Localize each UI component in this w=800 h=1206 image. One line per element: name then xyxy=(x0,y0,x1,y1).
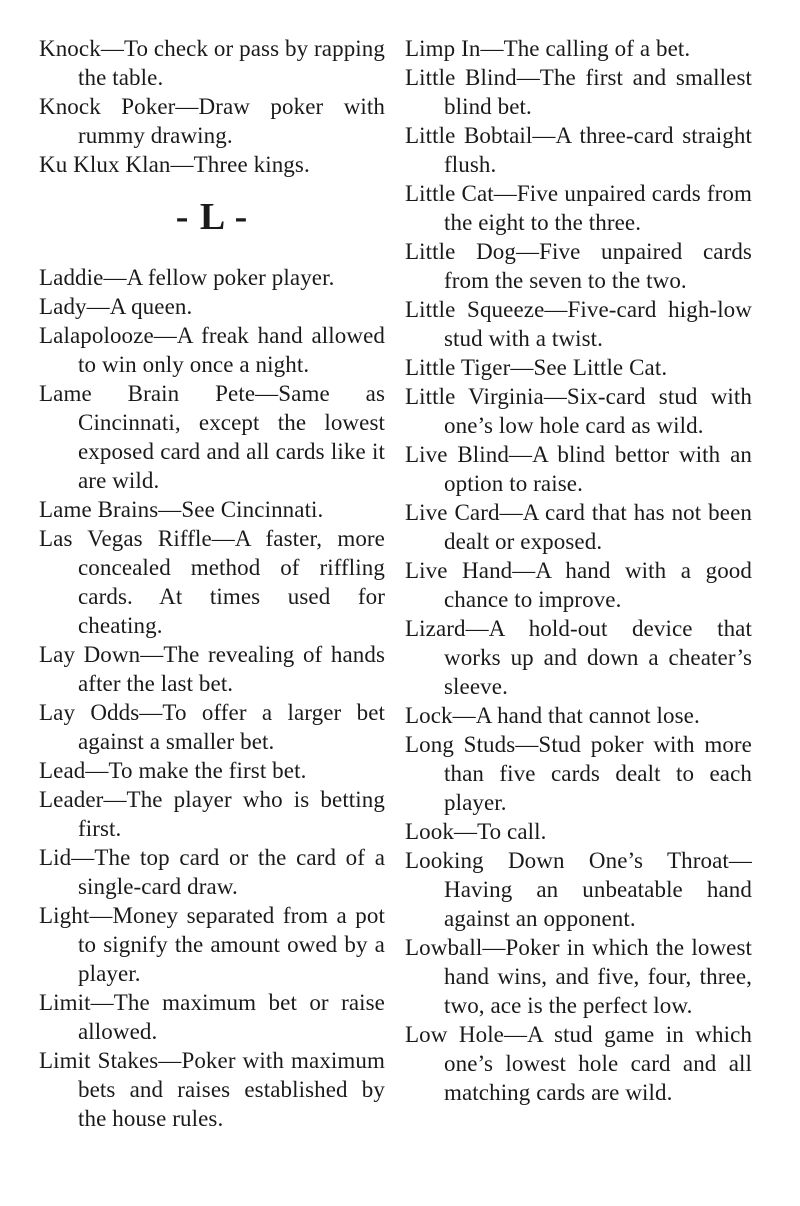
entry-term: Little Blind xyxy=(405,65,517,90)
entry-definition: Stud poker with more than five cards dealt to each player. xyxy=(444,732,752,815)
entry-definition: A faster, more concealed method of riffling cards. At times used for cheating. xyxy=(78,526,385,638)
em-dash: — xyxy=(103,265,127,290)
glossary-entry xyxy=(39,756,385,785)
glossary-entry xyxy=(39,150,385,179)
glossary-entry xyxy=(405,63,752,121)
glossary-entry xyxy=(405,382,752,440)
entries-l-part2 xyxy=(405,34,752,1107)
entry-term: Knock Poker xyxy=(39,94,176,119)
em-dash: — xyxy=(71,845,95,870)
glossary-entry xyxy=(405,498,752,556)
em-dash: — xyxy=(211,526,235,551)
glossary-entry xyxy=(39,292,385,321)
entry-term: Lalapolooze xyxy=(39,323,154,348)
entry-definition: Same as Cincinnati, except the lowest exposed card and all cards like it are wild. xyxy=(78,381,385,493)
glossary-entry xyxy=(39,698,385,756)
entry-term: Little Squeeze xyxy=(405,297,545,322)
glossary-entry xyxy=(405,817,752,846)
entry-term: Low Hole xyxy=(405,1022,504,1047)
glossary-entry xyxy=(405,295,752,353)
glossary-entry xyxy=(39,901,385,988)
entry-definition: To call. xyxy=(477,819,547,844)
glossary-entry xyxy=(405,1020,752,1107)
em-dash: — xyxy=(516,65,540,90)
entry-definition: The maximum bet or raise allowed. xyxy=(78,990,385,1044)
entry-term: Las Vegas Riffle xyxy=(39,526,212,551)
entry-term: Little Dog xyxy=(405,239,516,264)
em-dash: — xyxy=(465,616,489,641)
glossary-entry xyxy=(39,34,385,92)
glossary-entry xyxy=(39,321,385,379)
glossary-entry xyxy=(39,843,385,901)
entry-term: Lady xyxy=(39,294,87,319)
entry-definition: A queen. xyxy=(109,294,193,319)
entry-term: Long Studs xyxy=(405,732,516,757)
em-dash: — xyxy=(89,903,113,928)
em-dash: — xyxy=(728,848,752,873)
entry-term: Lizard xyxy=(405,616,466,641)
glossary-entry xyxy=(39,92,385,150)
glossary-entry xyxy=(405,121,752,179)
entry-definition: A hand that cannot lose. xyxy=(475,703,700,728)
glossary-entry xyxy=(39,379,385,495)
em-dash: — xyxy=(175,94,199,119)
entry-term: Live Blind xyxy=(405,442,509,467)
entry-definition: To check or pass by rapping the table. xyxy=(78,36,385,90)
entry-definition: Five unpaired cards from the eight to the three. xyxy=(444,181,752,235)
entry-definition: A freak hand allowed to win only once a night. xyxy=(78,323,385,377)
entry-definition: A stud game in which one’s lowest hole card and all matching cards are wild. xyxy=(444,1022,752,1105)
em-dash: — xyxy=(493,181,517,206)
glossary-entry xyxy=(405,440,752,498)
glossary-entry xyxy=(405,933,752,1020)
entry-definition: To make the first bet. xyxy=(108,758,307,783)
entry-definition: Six-card stud with one’s low hole card as wild. xyxy=(444,384,752,438)
em-dash: — xyxy=(544,297,568,322)
em-dash: — xyxy=(515,239,540,264)
entry-definition: The top card or the card of a single-card draw. xyxy=(78,845,385,899)
em-dash: — xyxy=(100,36,124,61)
entry-term: Limit Stakes xyxy=(39,1048,159,1073)
entry-term: Knock xyxy=(39,36,101,61)
entry-definition: Poker with maximum bets and raises established by the house rules. xyxy=(78,1048,385,1131)
glossary-entry xyxy=(405,730,752,817)
entry-term: Live Card xyxy=(405,500,500,525)
entry-term: Look xyxy=(405,819,454,844)
glossary-entry xyxy=(39,495,385,524)
glossary-entry xyxy=(405,846,752,933)
entry-term: Lay Down xyxy=(39,642,141,667)
em-dash: — xyxy=(508,442,533,467)
entry-definition: The first and smallest blind bet. xyxy=(444,65,752,119)
em-dash: — xyxy=(85,758,109,783)
entry-term: Little Cat xyxy=(405,181,494,206)
entry-term: Ku Klux Klan xyxy=(39,152,171,177)
entry-definition: Five unpaired cards from the seven to the two. xyxy=(444,239,752,293)
entry-term: Little Tiger xyxy=(405,355,511,380)
em-dash: — xyxy=(499,500,523,525)
entry-term: Limp In xyxy=(405,36,481,61)
em-dash: — xyxy=(512,558,536,583)
em-dash: — xyxy=(482,935,506,960)
em-dash: — xyxy=(103,787,127,812)
entries-k xyxy=(39,34,385,179)
em-dash: — xyxy=(86,294,110,319)
entry-term: Lead xyxy=(39,758,86,783)
glossary-entry xyxy=(405,237,752,295)
entry-definition: Money separated from a pot to signify the amount owed by a player. xyxy=(78,903,385,986)
entry-term: Lame Brains xyxy=(39,497,159,522)
entry-definition: Having an unbeatable hand against an opponent. xyxy=(444,877,752,931)
entry-term: Leader xyxy=(39,787,104,812)
glossary-entry xyxy=(39,263,385,292)
em-dash: — xyxy=(453,819,478,844)
glossary-entry xyxy=(39,1046,385,1133)
glossary-entry xyxy=(39,524,385,640)
glossary-entry xyxy=(405,701,752,730)
glossary-entry xyxy=(405,34,752,63)
glossary-entry xyxy=(405,353,752,382)
em-dash: — xyxy=(255,381,279,406)
em-dash: — xyxy=(515,732,539,757)
left-column xyxy=(39,34,385,1133)
entry-definition: Three kings. xyxy=(193,152,310,177)
glossary-entry xyxy=(405,179,752,237)
entry-term: Lock xyxy=(405,703,453,728)
em-dash: — xyxy=(480,36,504,61)
em-dash: — xyxy=(139,700,163,725)
entry-definition: A blind bettor with an option to raise. xyxy=(444,442,752,496)
em-dash: — xyxy=(170,152,194,177)
entry-term: Laddie xyxy=(39,265,104,290)
entry-definition: The revealing of hands after the last bet. xyxy=(78,642,386,696)
em-dash: — xyxy=(543,384,567,409)
entry-term: Lowball xyxy=(405,935,483,960)
em-dash: — xyxy=(90,990,114,1015)
em-dash: — xyxy=(158,1048,182,1073)
entry-definition: A card that has not been dealt or exposed. xyxy=(444,500,752,554)
entry-definition: See Little Cat. xyxy=(533,355,668,380)
entry-term: Light xyxy=(39,903,90,928)
right-column xyxy=(405,34,752,1107)
em-dash: — xyxy=(504,1022,528,1047)
entry-term: Little Bobtail xyxy=(405,123,533,148)
em-dash: — xyxy=(532,123,556,148)
em-dash: — xyxy=(153,323,177,348)
entry-definition: Five-card high-low stud with a twist. xyxy=(444,297,752,351)
entry-definition: Draw poker with rummy drawing. xyxy=(78,94,385,148)
em-dash: — xyxy=(140,642,164,667)
glossary-entry xyxy=(39,988,385,1046)
entry-term: Lame Brain Pete xyxy=(39,381,256,406)
entry-definition: To offer a larger bet against a smaller bet. xyxy=(78,700,385,754)
em-dash: — xyxy=(158,497,182,522)
entry-definition: The player who is betting first. xyxy=(78,787,385,841)
glossary-entry xyxy=(405,556,752,614)
entry-definition: A fellow poker player. xyxy=(126,265,335,290)
em-dash: — xyxy=(510,355,534,380)
glossary-entry xyxy=(39,785,385,843)
section-heading-l: - L - xyxy=(175,196,249,238)
entry-term: Looking Down One’s Throat xyxy=(405,848,729,873)
entry-definition: A hold-out device that works up and down a cheater’s sleeve. xyxy=(444,616,752,699)
entry-definition: A three-card straight flush. xyxy=(444,123,752,177)
entry-term: Live Hand xyxy=(405,558,513,583)
entry-term: Little Virginia xyxy=(405,384,544,409)
entry-term: Limit xyxy=(39,990,91,1015)
entry-definition: See Cincinnati. xyxy=(181,497,324,522)
entry-definition: A hand with a good chance to improve. xyxy=(444,558,752,612)
glossary-entry xyxy=(405,614,752,701)
entry-definition: The calling of a bet. xyxy=(503,36,691,61)
glossary-entry xyxy=(39,640,385,698)
em-dash: — xyxy=(452,703,476,728)
entry-term: Lid xyxy=(39,845,72,870)
entries-l-part1 xyxy=(39,263,385,1133)
entry-term: Lay Odds xyxy=(39,700,140,725)
entry-definition: Poker in which the lowest hand wins, and five, four, three, two, ace is the perfect low. xyxy=(444,935,752,1018)
